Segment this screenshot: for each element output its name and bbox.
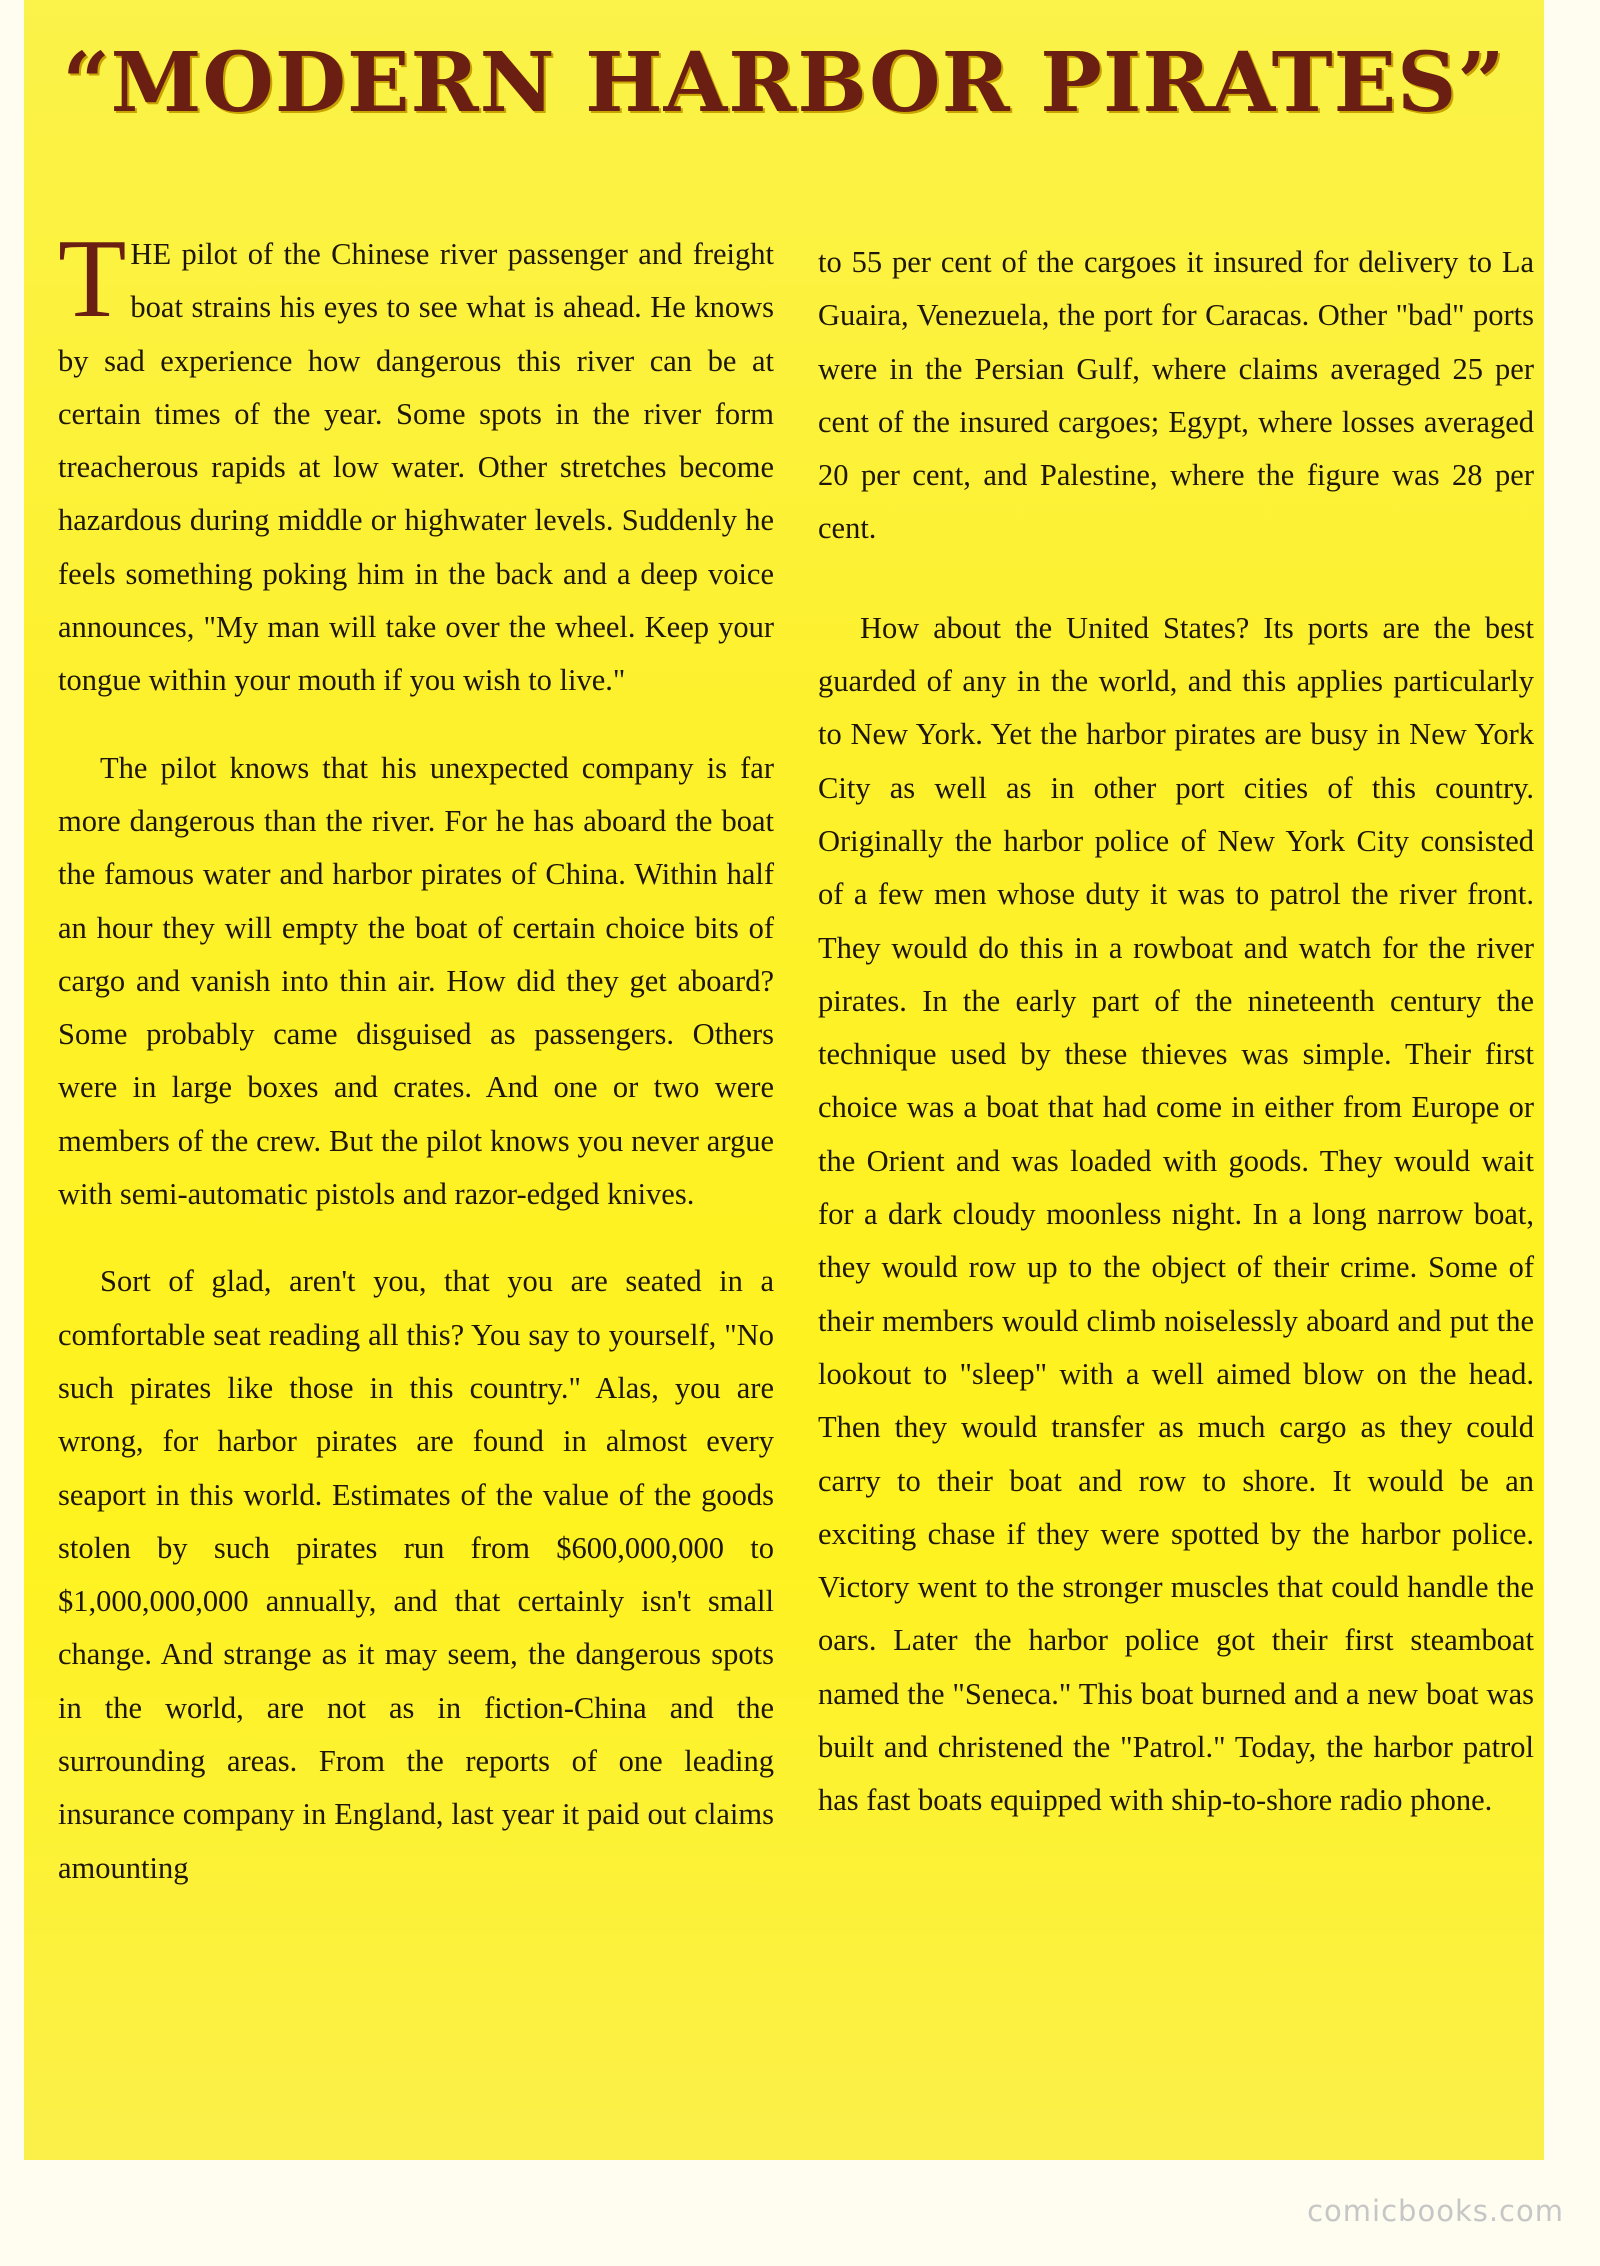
paragraph-1 bbox=[58, 217, 774, 708]
paragraph-2: The pilot knows that his unexpected company is far more dangerous than the river. For he has aboard the boat the famous water and harbor pirates of China. Within half an hour they will empty the boat of certain choice bits of cargo and vanish into thin air. How did they get aboard? Some probably came disguised as passengers. Others were in large boxes and crates. And one or two were members of the crew. But the pilot knows you never argue with semi-automatic pistols and razor-edged knives. bbox=[58, 750, 774, 1212]
site-watermark: comicbooks.com bbox=[1307, 2194, 1564, 2228]
left-column bbox=[58, 217, 774, 1895]
drop-cap: T bbox=[58, 217, 127, 341]
paragraph-1-text: HE pilot of the Chinese river passenger and freight boat strains his eyes to see what is ahead. He knows by sad experience how dangerous this river can be at certain times of the year. Some spots in the river form treacherous rapids at low water. Other stretches become hazardous during middle or highwater levels. Suddenly he feels something poking him in the back and a deep voice announces, "My man will take over the wheel. Keep your tongue within your mouth if you wish to live." bbox=[58, 237, 774, 698]
right-column bbox=[818, 236, 1534, 1828]
paragraph-4: to 55 per cent of the cargoes it insured for delivery to La Guaira, Venezuela, the port for Caracas. Other "bad" ports were in the Persian Gulf, where claims averaged 25 per cent of the insured cargoes; Egypt, where losses averaged 20 per cent, and Palestine, where the figure was 28 per cent. bbox=[818, 245, 1534, 546]
paragraph-3: Sort of glad, aren't you, that you are seated in a comfortable seat reading all this? You say to yourself, "No such pirates like those in this country." Alas, you are wrong, for harbor pirates are found in almost every seaport in this world. Estimates of the value of the goods stolen by such pirates run from $600,000,000 to $1,000,000,000 annually, and that certainly isn't small change. And strange as it may seem, the dangerous spots in the world, are not as in fiction-China and the surrounding areas. From the reports of one leading insurance company in England, last year it paid out claims amounting bbox=[58, 1264, 774, 1885]
paragraph-5: How about the United States? Its ports are the best guarded of any in the world, and this applies particularly to New York. Yet the harbor pirates are busy in New York City as well as in other port cities of this country. Originally the harbor police of New York City consisted of a few men whose duty it was to patrol the river front. They would do this in a rowboat and watch for the river pirates. In the early part of the nineteenth century the technique used by these thieves was simple. Their first choice was a boat that had come in either from Europe or the Orient and was loaded with goods. They would wait for a dark cloudy moonless night. In a long narrow boat, they would row up to the object of their crime. Some of their members would climb noiselessly aboard and put the lookout to "sleep" with a well aimed blow on the head. Then they would transfer as much cargo as they could carry to their boat and row to shore. It would be an exciting chase if they were spotted by the harbor police. Victory went to the stronger muscles that could handle the oars. Later the harbor police got their first steamboat named the "Seneca." This boat burned and a new boat was built and christened the "Patrol." Today, the harbor patrol has fast boats equipped with ship-to-shore radio phone. bbox=[818, 610, 1534, 1818]
article-title: “MODERN HARBOR PIRATES” bbox=[62, 35, 1506, 131]
